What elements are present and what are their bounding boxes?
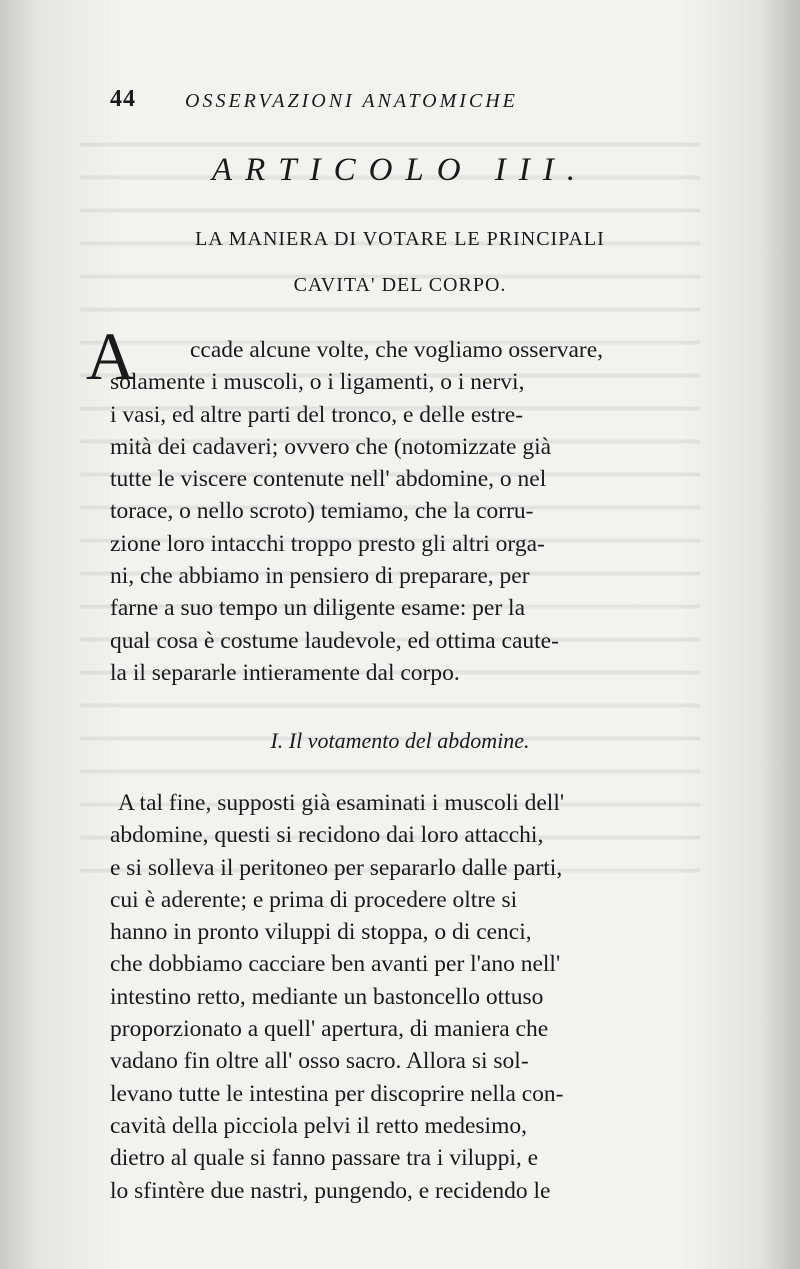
paragraph-line: cavità della picciola pelvi il retto medesimo, — [110, 1112, 527, 1139]
paragraph-line: i vasi, ed altre parti del tronco, e delle estre- — [110, 401, 524, 428]
paragraph-line: zione loro intacchi troppo presto gli altri orga- — [110, 530, 545, 557]
paragraph-line: ni, che abbiamo in pensiero di preparare, per — [110, 563, 530, 590]
paragraph-line: hanno in pronto viluppi di stoppa, o di cenci, — [110, 919, 532, 946]
section-title-line-1: LA MANIERA DI VOTARE LE PRINCIPALI — [195, 228, 605, 250]
paragraph-line: lo sfintère due nastri, pungendo, e recidendo le — [110, 1177, 551, 1204]
page-number: 44 — [110, 86, 136, 112]
paragraph-line: e si solleva il peritoneo per separarlo dalle parti, — [110, 854, 563, 881]
paragraph-line: qual cosa è costume laudevole, ed ottima caute- — [110, 627, 559, 654]
article-heading: ARTICOLO III. — [211, 152, 589, 188]
subsection-heading: I. Il votamento del abdomine. — [270, 728, 530, 753]
running-title: OSSERVAZIONI ANATOMICHE — [185, 90, 518, 112]
paragraph-line: solamente i muscoli, o i ligamenti, o i nervi, — [110, 369, 525, 396]
paragraph-line: tutte le viscere contenute nell' abdomine, o nel — [110, 466, 547, 493]
paragraph-2 — [110, 787, 710, 1207]
paragraph-line: dietro al quale si fanno passare tra i viluppi, e — [110, 1145, 539, 1172]
paragraph-line: levano tutte le intestina per discoprire nella con- — [110, 1080, 564, 1107]
paragraph-line: intestino retto, mediante un bastoncello ottuso — [110, 983, 544, 1010]
paragraph-line: la il separarle intieramente dal corpo. — [110, 659, 460, 686]
paragraph-line: proporzionato a quell' apertura, di maniera che — [110, 1016, 549, 1043]
paragraph-1 — [110, 334, 710, 689]
paragraph-line: abdomine, questi si recidono dai loro attacchi, — [110, 822, 544, 849]
paragraph-line: torace, o nello scroto) temiamo, che la corru- — [110, 498, 534, 525]
paragraph-line: mità dei cadaveri; ovvero che (notomizzate già — [110, 433, 552, 460]
paragraph-line: cui è aderente; e prima di procedere oltre si — [110, 886, 518, 913]
paragraph-line: ccade alcune volte, che vogliamo osservare, — [190, 337, 604, 363]
paragraph-line: farne a suo tempo un diligente esame: per la — [110, 595, 526, 622]
paragraph-line: A tal fine, supposti già esaminati i muscoli dell' — [118, 790, 565, 816]
paragraph-line: che dobbiamo cacciare ben avanti per l'ano nell' — [110, 951, 561, 978]
running-head — [110, 86, 670, 116]
section-title-line-2: CAVITA' DEL CORPO. — [293, 274, 507, 296]
drop-cap: A — [86, 318, 136, 394]
paragraph-line: vadano fin oltre all' osso sacro. Allora si sol- — [110, 1048, 529, 1075]
